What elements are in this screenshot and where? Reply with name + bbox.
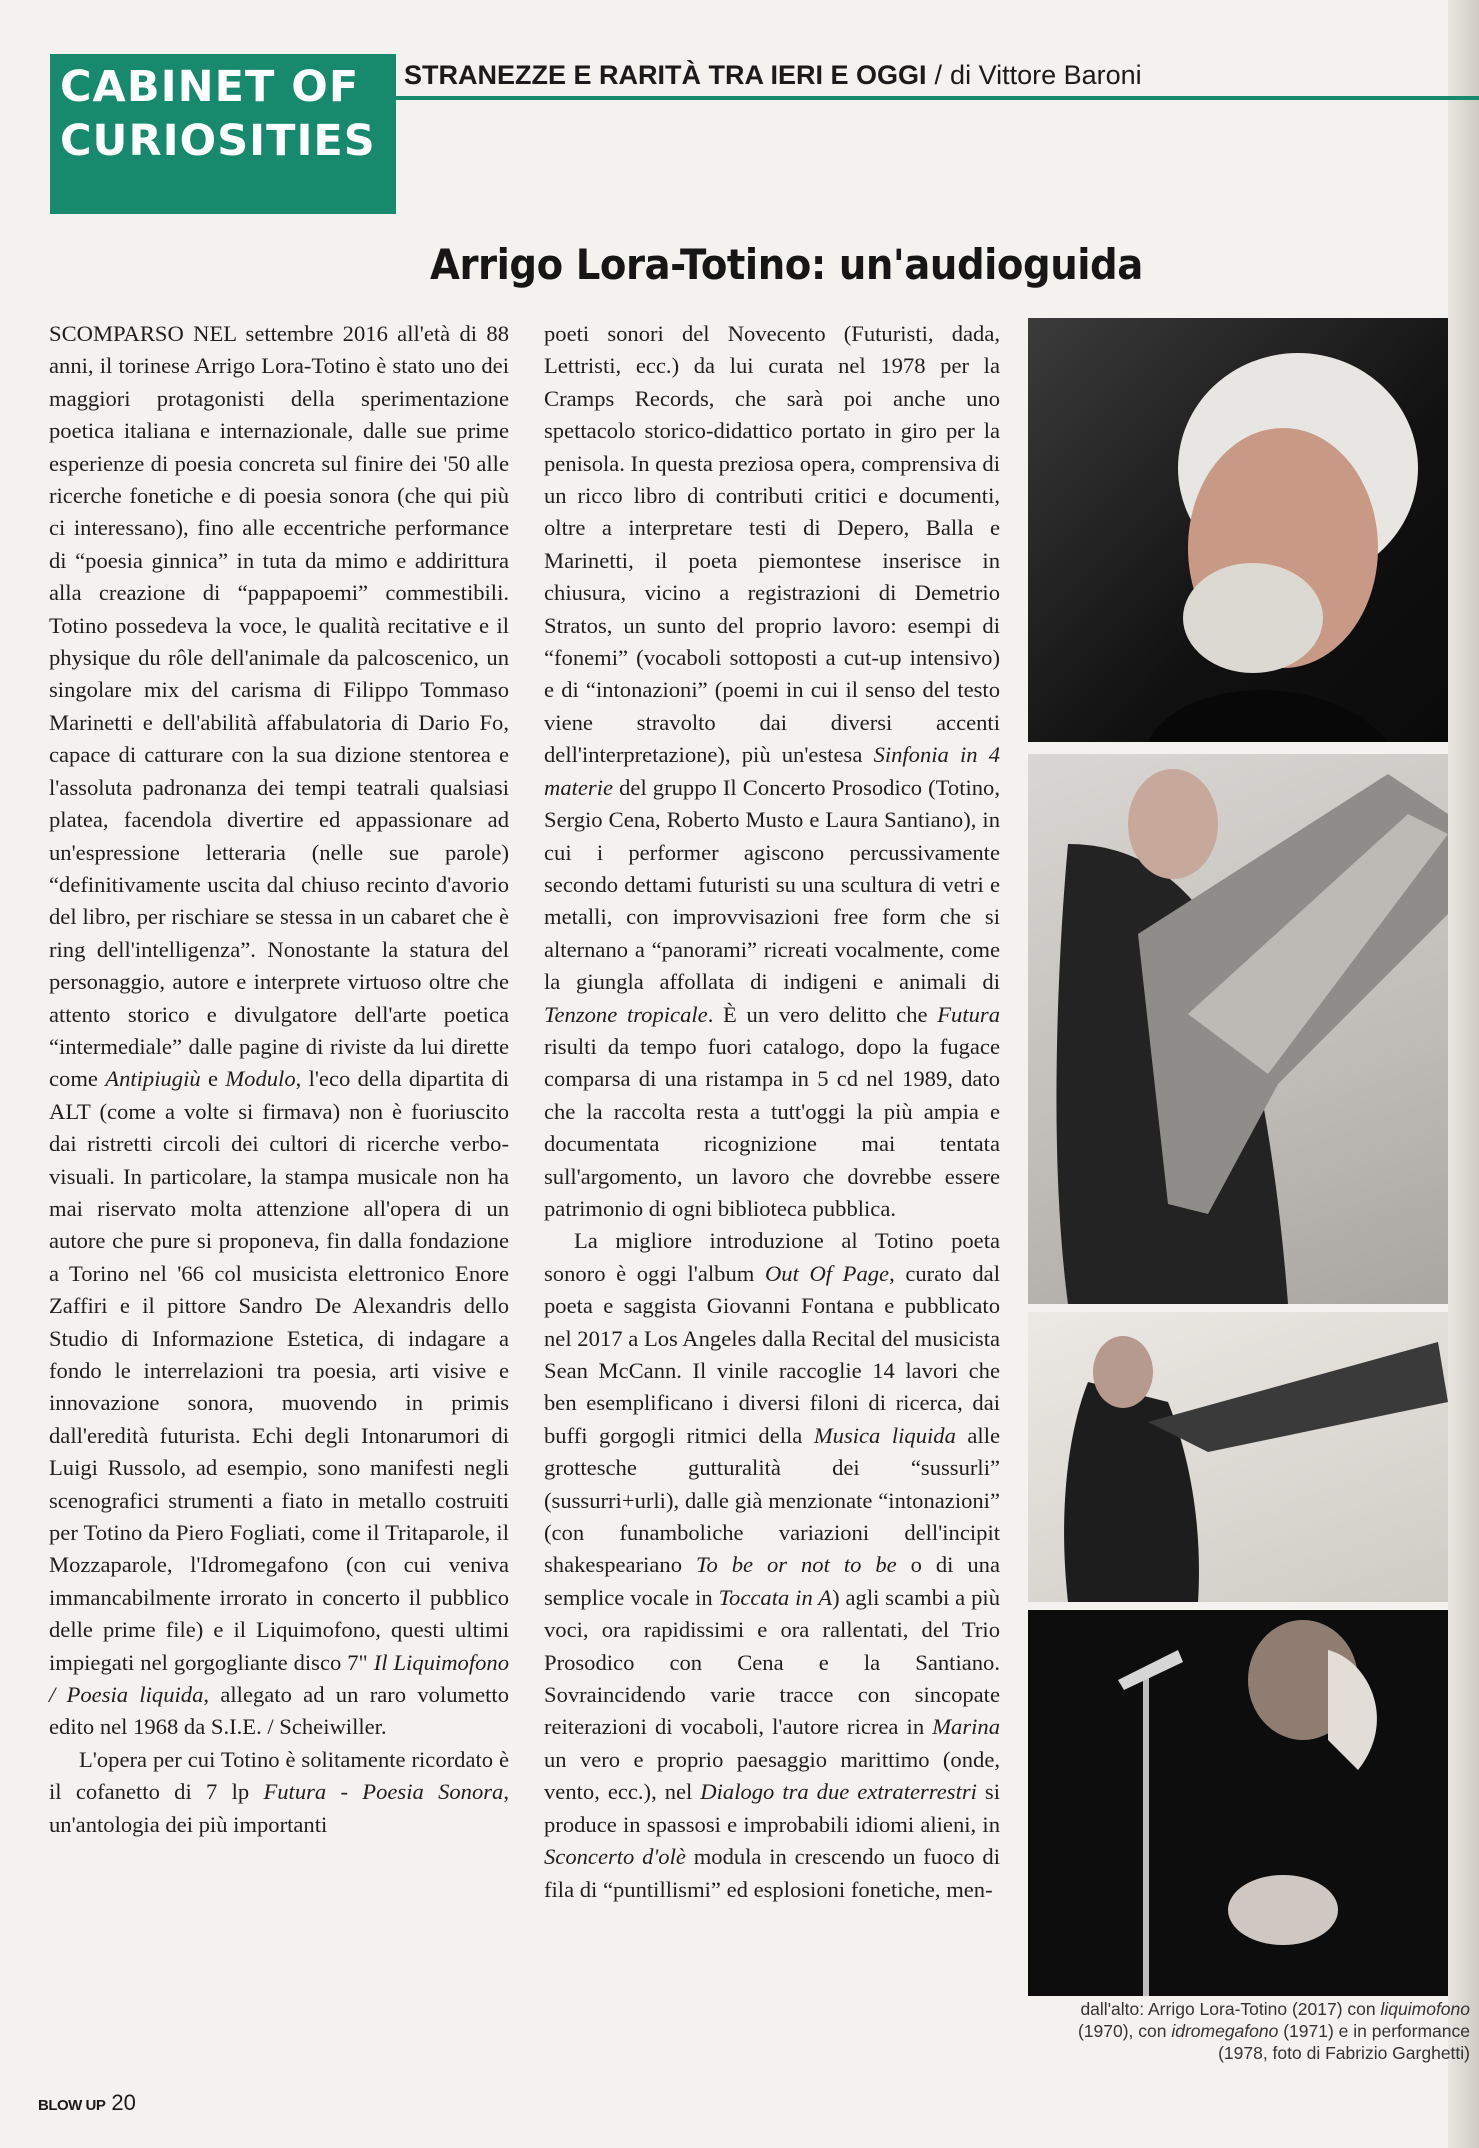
- text: , un'antologia dei più importanti: [49, 1779, 509, 1837]
- photo-performance-1978: [1028, 1610, 1448, 1996]
- text: si produce in spassosi e improbabili idiomi alieni, in: [544, 1779, 1000, 1837]
- box-set-title: Futura - Poesia Sonora: [263, 1779, 504, 1805]
- text: modula in crescendo un fuoco di fila di “puntillismi” ed esplosioni fonetiche, men-: [544, 1844, 1000, 1902]
- instrument-name: liquimofono: [1380, 1999, 1470, 2019]
- photo-idromegafono-1971: [1028, 1312, 1448, 1602]
- text: risulti da tempo fuori catalogo, dopo la fugace comparsa di una ristampa in 5 cd nel 1989, dato che la raccolta resta a tutt'oggi la più ampia e documentata ricognizione mai tentata sull'argomento, un lavoro che dovrebbe essere patrimonio di ogni biblioteca pubblica.: [544, 1033, 1000, 1221]
- text: (1971) e in performance: [1278, 2021, 1470, 2041]
- album-title: Out Of Page: [764, 1260, 890, 1286]
- text: La migliore introduzione al Totino poeta sonoro è oggi l'album: [544, 1228, 1000, 1286]
- caption-line: [1028, 2020, 1470, 2042]
- paragraph: [544, 318, 1000, 1225]
- section-label: [50, 54, 396, 214]
- text: (1970), con: [1077, 2021, 1172, 2041]
- subtitle-text: STRANEZZE E RARITÀ TRA IERI E OGGI: [404, 60, 927, 90]
- work-title: Toccata in A: [718, 1584, 833, 1610]
- photo-liquimofono-1970: [1028, 754, 1448, 1304]
- page-number: 20: [111, 2090, 136, 2115]
- magazine-title: Antipiugiù: [105, 1066, 201, 1092]
- text: L'opera per cui Totino è solitamente ricordato è il cofanetto di 7 lp: [49, 1746, 509, 1805]
- magazine-logo: BLOW UP: [38, 2097, 106, 2114]
- text: , allegato ad un raro volumetto edito nel 1968 da S.I.E. / Scheiwiller.: [49, 1682, 509, 1740]
- subtitle-separator: /: [934, 60, 943, 90]
- text: del gruppo Il Concerto Prosodico (Totino, Sergio Cena, Roberto Musto e Laura Santiano), in cui i performer agiscono percussivamente secondo dettami futuristi su una scultura di vetri e metalli, con improvvisazioni free form che si alternano a “panorami” ricreati vocalmente, come la giungla affollata di indigeni e animali di: [544, 774, 1000, 995]
- section-label-line2: CURIOSITIES: [60, 116, 376, 166]
- article-title: Arrigo Lora-Totino: un'audioguida: [430, 240, 1143, 289]
- caption-line: [1028, 1998, 1470, 2020]
- text: poeti sonori del Novecento (Futuristi, dada, Lettristi, ecc.) da lui curata nel 1978 per la Cramps Records, che sarà poi anche uno spettacolo storico-didattico portato in giro per la penisola. In questa preziosa opera, comprensiva di un ricco libro di contributi critici e documenti, oltre a interpretare testi di Depero, Balla e Marinetti, il poeta piemontese inserisce in chiusura, vicino a registrazioni di Demetrio Stratos, un sunto del proprio lavoro: esempi di “fonemi” (vocaboli sottoposti a cut-up intensivo) e di “intonazioni” (poemi in cui il senso del testo viene stravolto dai diversi accenti dell'interpretazione), più un'estesa: [544, 321, 1000, 768]
- text: , curato dal poeta e saggista Giovanni Fontana e pubblicato nel 2017 a Los Angeles dalla Recital del musicista Sean McCann. Il vinile raccoglie 14 lavori che ben esemplificano i diversi filoni di ricerca, dai buffi gorgogli ritmici della: [544, 1260, 1000, 1448]
- section-label-line1: CABINET OF: [60, 62, 360, 112]
- text: ) agli scambi a più voci, ora rapidissimi e ora rallentati, del Trio Prosodico con Cena e la Santiano. Sovraincidendo varie tracce con sincopate reiterazioni di vocaboli, l'autore ricrea in: [544, 1584, 1000, 1740]
- page-edge: [1448, 0, 1479, 2148]
- paragraph: [49, 318, 509, 1744]
- text: un vero e proprio paesaggio marittimo (onde, vento, ecc.), nel: [544, 1746, 1000, 1805]
- work-title: Musica liquida: [813, 1422, 956, 1448]
- text: , l'eco della dipartita di ALT (come a volte si firmava) non è fuoriuscito dai ristretti circoli dei cultori di ricerche verbo-visuali. In particolare, la stampa musicale non ha mai riservato molta attenzione all'opera di un autore che pure si proponeva, fin dalla fondazione a Torino nel '66 col musicista elettronico Enore Zaffiri e il pittore Sandro De Alexandris dello Studio di Informazione Estetica, di indagare a fondo le interrelazioni tra poesia, arti visive e innovazione sonora, muovendo in primis dall'eredità futurista. Echi degli Intonarumori di Luigi Russolo, ad esempio, sono manifesti negli scenografici strumenti a fiato in metallo costruiti per Totino da Piero Fogliati, come il Tritaparole, il Mozzaparole, l'Idromegafono (con cui veniva immancabilmente irrorato in concerto il pubblico delle prime file) e il Liquimofono, questi ultimi impiegati nel gorgogliante disco 7": [49, 1066, 509, 1675]
- paragraph: [49, 1744, 509, 1841]
- caption-line: (1978, foto di Fabrizio Garghetti): [1218, 2043, 1470, 2063]
- work-title: Sconcerto d'olè: [544, 1844, 686, 1870]
- work-title: Marina: [932, 1714, 1000, 1740]
- photo-caption: [1028, 1998, 1470, 2064]
- work-title: To be or not to be: [695, 1552, 897, 1578]
- text: SCOMPARSO NEL settembre 2016 all'età di 88 anni, il torinese Arrigo Lora-Totino è stato uno dei maggiori protagonisti della sperimentazione poetica italiana e internazionale, dalle sue prime esperienze di poesia concreta sul finire dei '50 alle ricerche fonetiche e di poesia sonora (che qui più ci interessano), fino alle eccentriche performance di “poesia ginnica” in tuta da mimo e addirittura alla creazione di “pappapoemi” commestibili. Totino possedeva la voce, le qualità recitative e il physique du rôle dell'animale da palcoscenico, un singolare mix del carisma di Filippo Tommaso Marinetti e dell'abilità affabulatoria di Dario Fo, capace di catturare con la sua dizione stentorea e l'assoluta padronanza dei tempi teatrali qualsiasi platea, facendola divertire ed appassionare ad un'espressione letteraria (nelle sue parole) “definitivamente uscita dal chiuso recinto d'avorio del libro, per rischiare se stessa in un cabaret che è ring dell'intelligenza”. Nonostante la statura del personaggio, autore e interprete virtuoso oltre che attento storico e divulgatore dell'arte poetica “intermediale” dalle pagine di riviste da lui dirette come: [49, 321, 509, 1092]
- work-title: Dialogo tra due extraterrestri: [700, 1779, 977, 1805]
- section-subtitle: [404, 60, 1142, 91]
- text: alle grottesche gutturalità dei “sussurli” (sussurri+urli), dalle già menzionate “intonazioni” (con funamboliche variazioni dell'incipit shakespeariano: [544, 1422, 1001, 1578]
- page-footer: [38, 2090, 136, 2116]
- instrument-name: idromegafono: [1171, 2021, 1279, 2041]
- text: o di una semplice vocale in: [544, 1552, 1000, 1610]
- article-column-1: [49, 318, 509, 1841]
- work-title: Futura: [937, 1001, 1000, 1027]
- byline: di Vittore Baroni: [950, 60, 1142, 90]
- work-title: Tenzone tropicale: [544, 1001, 708, 1027]
- article-column-2: [544, 318, 1000, 1906]
- text: e: [200, 1066, 226, 1092]
- work-title: Sinfonia in 4 materie: [544, 742, 1001, 800]
- magazine-title: Modulo: [225, 1066, 296, 1092]
- paragraph: [544, 1225, 1000, 1906]
- text: dall'alto: Arrigo Lora-Totino (2017) con: [1080, 1999, 1381, 2019]
- photo-portrait-2017: [1028, 318, 1448, 742]
- text: . È un vero delitto che: [707, 1001, 938, 1027]
- disc-title: Il Liquimofono / Poesia liquida: [49, 1649, 509, 1708]
- header-rule: [396, 96, 1479, 100]
